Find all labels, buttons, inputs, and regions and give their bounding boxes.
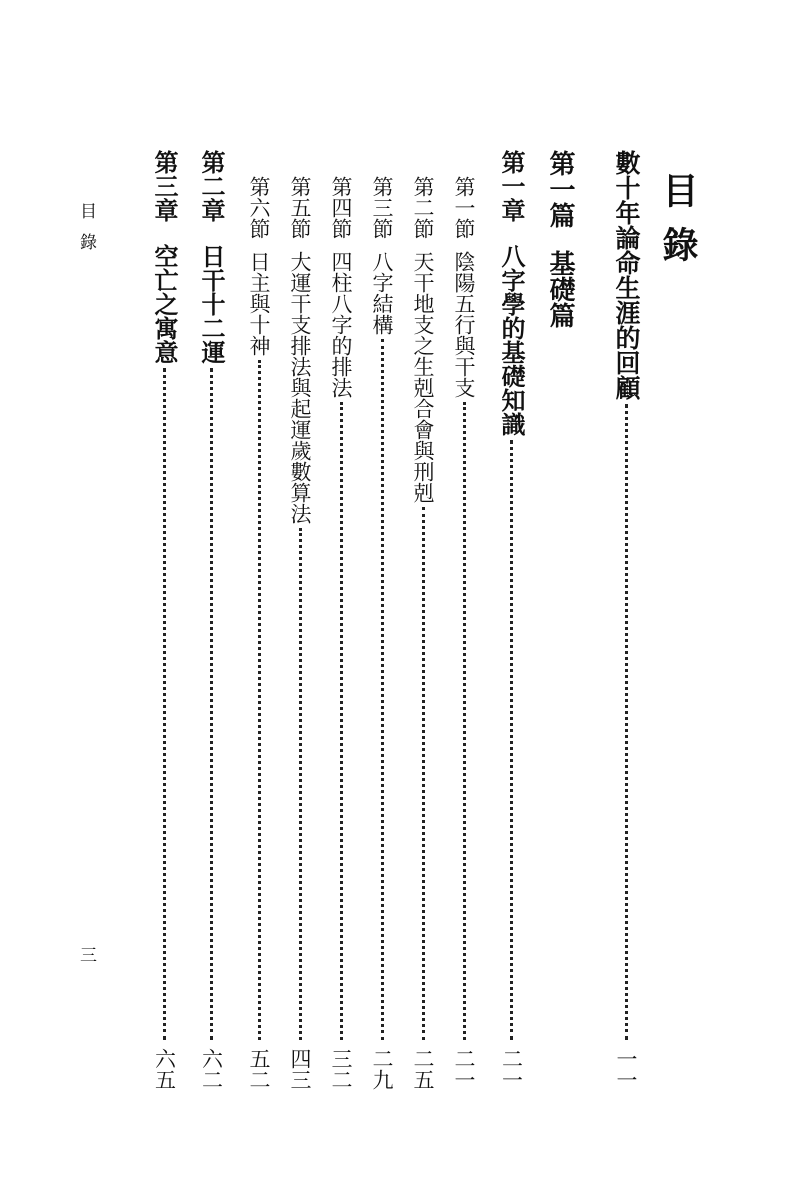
- entry-prefix: 第二節: [411, 176, 435, 239]
- running-head: 目錄: [76, 202, 96, 264]
- dot-leader: [258, 360, 261, 1040]
- toc-entry-chapter-1: [494, 150, 529, 1090]
- entry-page: 二一: [499, 1048, 524, 1090]
- entry-prefix: 第六節: [247, 176, 271, 239]
- entry-page: 二一: [452, 1048, 476, 1090]
- entry-title: 陰陽五行與干支: [452, 251, 476, 398]
- entry-page: 二五: [411, 1048, 435, 1090]
- dot-leader: [381, 339, 384, 1040]
- part-prefix: 第一篇: [545, 150, 575, 228]
- entry-prefix: 第四節: [329, 176, 353, 239]
- dot-leader: [340, 402, 343, 1040]
- entry-title: 八字結構: [370, 251, 394, 335]
- entry-prefix: 第二章: [197, 150, 225, 222]
- dot-leader: [163, 368, 166, 1040]
- entry-title: 八字學的基礎知識: [497, 244, 525, 436]
- toc-title: 目錄: [657, 172, 698, 280]
- dot-leader: [625, 404, 628, 1040]
- dot-leader: [422, 507, 425, 1040]
- dot-leader: [299, 528, 302, 1040]
- entry-title: 日主與十神: [247, 251, 271, 356]
- entry-prefix: 第五節: [288, 176, 312, 239]
- entry-page: 二九: [370, 1048, 394, 1090]
- toc-entry-section-1: [449, 176, 479, 1090]
- part-title: 基礎篇: [545, 250, 575, 328]
- dot-leader: [510, 440, 513, 1040]
- toc-entry-section-2: [408, 176, 438, 1090]
- entry-title: 大運干支排法與起運歲數算法: [288, 251, 312, 524]
- entry-prefix: 第三章: [150, 150, 178, 222]
- dot-leader: [463, 402, 466, 1040]
- entry-title: 數十年論命生涯的回顧: [612, 150, 641, 400]
- part-heading: [542, 150, 579, 328]
- entry-page: 五二: [247, 1048, 271, 1090]
- dot-leader: [210, 368, 213, 1040]
- entry-prefix: 第三節: [370, 176, 394, 239]
- entry-title: 空亡之寓意: [150, 244, 178, 364]
- entry-page: 六二: [199, 1048, 224, 1090]
- toc-entry-section-4: [326, 176, 356, 1090]
- entry-page: 六五: [152, 1048, 177, 1090]
- toc-entry-preface: [608, 150, 644, 1090]
- entry-title: 日干十二運: [197, 244, 225, 364]
- toc-entry-chapter-3: [147, 150, 182, 1090]
- toc-entry-section-3: [367, 176, 397, 1090]
- entry-prefix: 第一節: [452, 176, 476, 239]
- entry-page: 一一: [614, 1048, 638, 1090]
- toc-entry-section-5: [285, 176, 315, 1090]
- toc-entry-chapter-2: [194, 150, 229, 1090]
- entry-title: 四柱八字的排法: [329, 251, 353, 398]
- entry-title: 天干地支之生剋合會與刑剋: [411, 251, 435, 503]
- entry-prefix: 第一章: [497, 150, 525, 222]
- toc-entry-section-6: [244, 176, 274, 1090]
- entry-page: 四三: [288, 1048, 312, 1090]
- page-number: 三: [76, 946, 96, 963]
- entry-page: 三二: [329, 1048, 353, 1090]
